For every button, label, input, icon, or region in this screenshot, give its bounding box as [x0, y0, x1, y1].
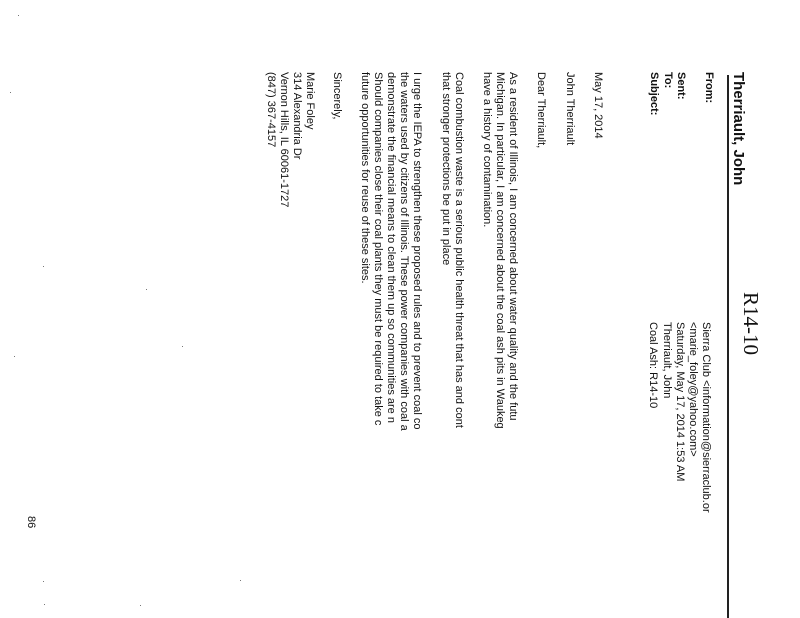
to-label: To:: [662, 72, 674, 89]
signature-line: Vernon Hills, IL 60061-1727: [278, 72, 290, 208]
letter-closing: Sincerely,: [331, 72, 343, 120]
paragraph-line: that stronger protections be put in place: [440, 72, 452, 266]
scan-speck: [240, 580, 241, 581]
reference-code: R14-10: [739, 292, 763, 355]
scan-speck: [43, 581, 44, 582]
from-value-line1: Sierra Club <information@sierraclub.or: [700, 322, 712, 513]
sent-value: Saturday, May 17, 2014 1:53 AM: [674, 322, 686, 482]
paragraph-line: future opportunities for reuse of these sites.: [359, 72, 371, 284]
scan-speck: [10, 92, 11, 93]
paragraph-line: Coal combustion waste is a serious public health threat that has and cont: [453, 72, 465, 428]
scan-speck: [44, 604, 45, 605]
signature-line: (847) 367-4157: [265, 72, 277, 148]
signature-line: Marie Foley: [304, 72, 316, 130]
signature-line: 314 Alexandria Dr: [291, 72, 303, 160]
letter-recipient: John Therriault: [564, 72, 576, 146]
paragraph-line: As a resident of Illinois, I am concerned about water quality and the futu: [507, 72, 519, 421]
subject-value: Coal Ash: R14-10: [647, 322, 659, 409]
sent-label: Sent:: [675, 72, 687, 100]
scan-speck: [18, 15, 19, 16]
scan-speck: [140, 605, 141, 606]
paragraph-line: demonstrate the financial means to clean them up so communities are n: [385, 72, 397, 423]
paragraph-line: have a history of contamination.: [481, 72, 493, 228]
letter-salutation: Dear Therriault,: [535, 72, 547, 149]
page-number: 86: [25, 516, 37, 529]
paragraph-line: I urge the IEPA to strengthen these proposed rules and to prevent coal co: [411, 72, 423, 430]
header-divider-line: [727, 75, 729, 618]
paragraph-line: Michigan. In particular, I am concerned about the coal ash pits in Waukeg: [494, 72, 506, 429]
paragraph-line: Should companies close their coal plants they must be required to take c: [372, 72, 384, 426]
from-value-line2: <marie_foley@yahoo.com>: [687, 322, 699, 457]
to-value: Therriault, John: [661, 322, 673, 399]
subject-label: Subject:: [648, 72, 660, 116]
from-label: From:: [703, 72, 715, 104]
letter-date: May 17, 2014: [592, 72, 604, 139]
scan-speck: [182, 346, 183, 347]
sender-name: Therriault, John: [730, 72, 747, 186]
scan-speck: [14, 356, 15, 357]
paragraph-line: the waters used by citizens of Illinois. These power companies with coal a: [398, 72, 410, 431]
scan-speck: [43, 266, 44, 267]
scan-speck: [146, 289, 147, 290]
